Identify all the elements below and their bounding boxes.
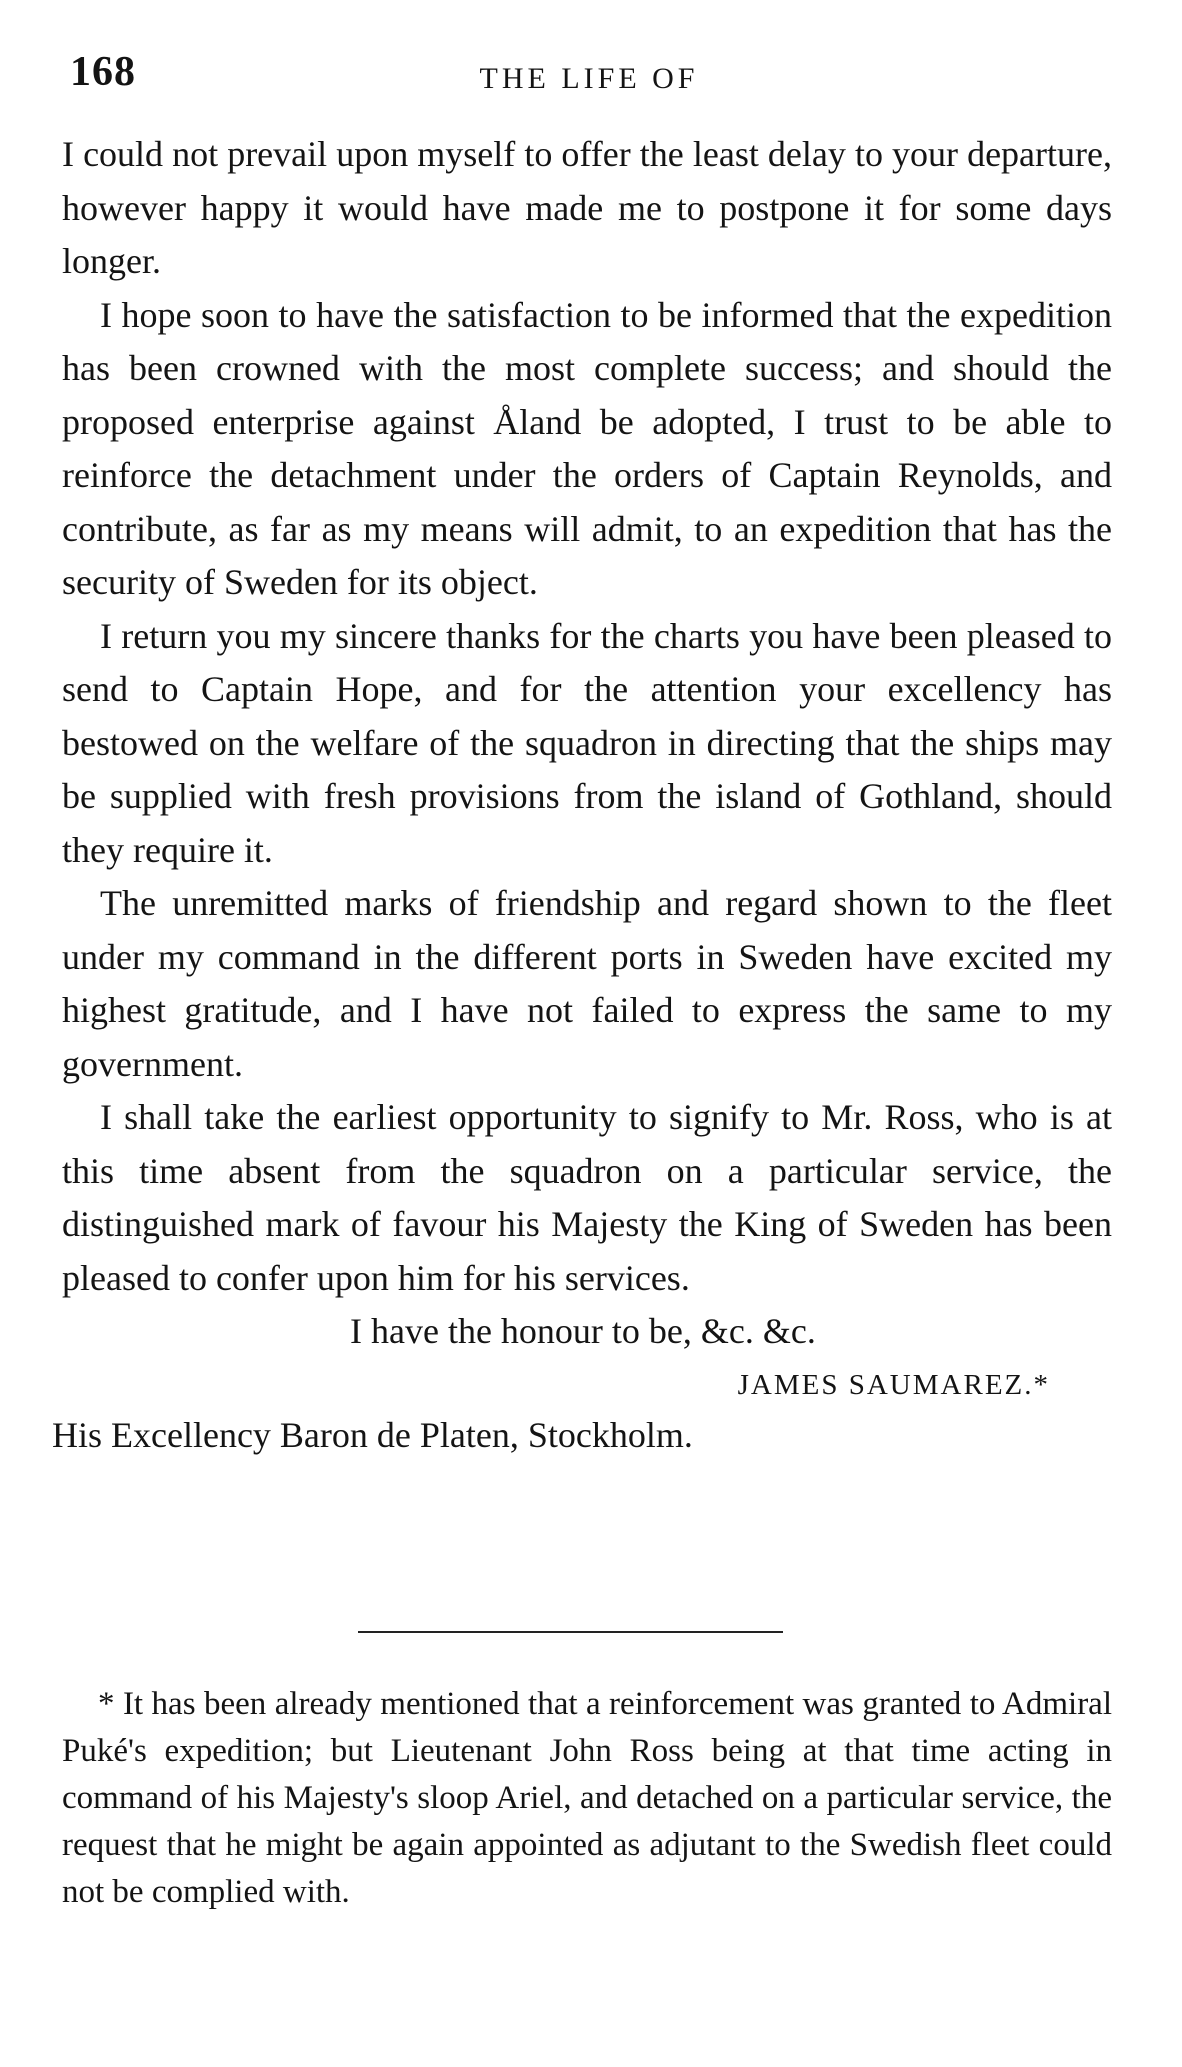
letter-addressee: His Excellency Baron de Platen, Stockholm. [52, 1415, 693, 1455]
footnote-divider [358, 1631, 783, 1633]
letter-signature [62, 1359, 1112, 1413]
letter-closing: I have the honour to be, &c. &c. [350, 1311, 816, 1351]
letter-paragraph-1: I could not prevail upon myself to offer the least delay to your departure, however happy it would have made me to postpone it for some days longer. [62, 134, 1112, 281]
letter-paragraph-5: I shall take the earliest opportunity to signify to Mr. Ross, who is at this time absent from the squadron on a particular service, the distinguished mark of favour his Majesty the King of Sweden has been pleased to confer upon him for his services. [62, 1097, 1112, 1298]
letter-paragraph-2: I hope soon to have the satisfaction to be informed that the expedition has been crowned with the most complete success; and should the proposed enterprise against Åland be adopted, I trust to be able to reinforce the detachment under the orders of Captain Reynolds, and contribute, as far as my means will admit, to an expedition that has the security of Sweden for its object. [62, 294, 1112, 602]
running-head [56, 48, 1122, 108]
running-title: THE LIFE OF [479, 62, 699, 95]
letter-paragraph-4: The unremitted marks of friendship and regard shown to the fleet under my command in the different ports in Sweden have excited my highest gratitude, and I have not failed to express the same to my government. [62, 883, 1112, 1084]
page-number: 168 [70, 49, 136, 95]
signature-text: JAMES SAUMAREZ.* [737, 1368, 1050, 1401]
letter-paragraph-3: I return you my sincere thanks for the charts you have been pleased to send to Captain Hope, and for the attention your excellency has bestowed on the welfare of the squadron in directing that the ships may be supplied with fresh provisions from the island of Gothland, should they require it. [62, 615, 1112, 870]
letter-body [52, 128, 1112, 1458]
footnote: * It has been already mentioned that a reinforcement was granted to Admiral Puké's expedition; but Lieutenant John Ross being at that time acting in command of his Majesty's sloop Ariel, and detached on a particular service, the request that he might be again appointed as adjutant to the Swedish fleet could not be complied with. [62, 1686, 1112, 1910]
